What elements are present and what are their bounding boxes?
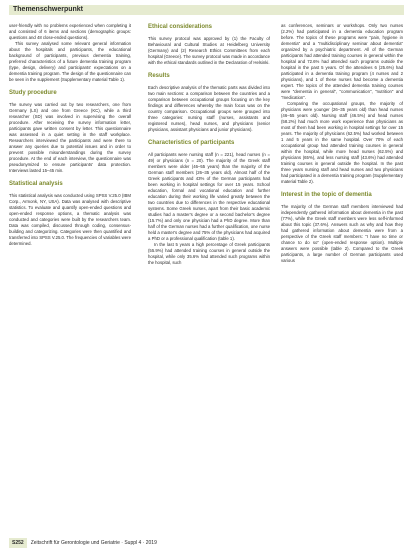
journal-name: Zeitschrift für Gerontologie und Geriatrie · Suppl 4 · 2019	[30, 540, 157, 546]
page-number: S252	[9, 538, 27, 548]
column-right	[281, 23, 403, 538]
paragraph: This statistical analysis was conducted using SPSS V.25.0 (IBM Corp., Armonk, NY, USA). Data was analysed with descriptive statistics. To evaluate and quantify open-ended questions and open-ended response options, a thematic analysis was conducted and categories were built by the researchers team. Data was compiled, discussed through coding, consensus-building and categorizing. Categories were then quantified and transferred into SPSS V.25.0. The frequencies of variables were determined.	[9, 193, 131, 246]
section-heading-interest: Interest in the topic of dementia	[281, 192, 372, 198]
paragraph: Comparing the occupational groups, the majority of physicians were younger (26–35 years old) than head nurses (46–55 years old). Nursing staff (46.5%) and head nurses (58.2%) had much more work experience than physicians as most of them had been working in hospital settings for over 15 years. The majority of physicians (62.5%) had worked between 1 and 5 years in the same hospital. Over 70% of each occupational group had attended training courses in general within the hospital, while more head nurses (62.5%) and physicians (65%), and less nursing staff (43.6%) had attended training courses in general outside the hospital. In the past three years nursing staff and head nurses and two physicians had participated in a dementia training program (Supplementary material Table 2).	[281, 101, 403, 184]
section-heading-statistics: Statistical analysis	[9, 181, 63, 187]
paragraph: This survey protocol was approved by (1) the Faculty of Behavioural and Cultural Studies at Heidelberg University (Germany) and (2) Research Ethics Committees from each hospital (Greece). The survey protocol was made in accordance with the ethical standards outlined in the Declaration of Helsinki.	[148, 36, 270, 65]
paragraph: All participants were nursing staff (n = 221), head nurses (n = 49) or physicians (n = 20). The majority of the Greek staff members were older (46–55 years) than the majority of the German staff members (26–35 years old). Almost half of the Greek participants and 43% of the German participants had been working in hospital settings for over 15 years. School education, formal and vocational education and further education during their working life varied greatly between the two countries due to differences in the respective educational systems. Some Greek nurses, apart from their basic academic studies had a master's degree or a second bachelor's degree (15.7%) and only one physician had a PhD degree. More than half of the German nurses had a further qualification, one nurse held a master's degree and 75% of the physicians had acquired a PhD or a professional qualification (table 1).	[148, 152, 270, 241]
column-middle	[148, 23, 270, 538]
paragraph: The majority of the German staff members interviewed had independently gathered information about dementia in the past (77%), while the Greek staff members were less self-informed about this topic (37.6%). Answers such as why and how they had gathered information about dementia were from a perspective of the Greek staff members: "I have no time or chance to do so" (open-ended response option). Multiple answers were possible (table 2). Compared to the Greek participants, a large number of German participants used various	[281, 204, 403, 263]
paragraph: Each descriptive analysis of the thematic parts was divided into two main sections: a comparison between the countries and a comparison between occupational groups focusing on the key findings and differences whereby the main focus was on the country comparison. Occupational groups were grouped into three categories: nursing staff (nurses, assistants and registered nurses), head nurses, and physicians (senior physicians, assistant physicians and junior physicians).	[148, 85, 270, 132]
section-heading-procedure: Study procedure	[9, 90, 57, 96]
paragraph: In the last 5 years a high percentage of Greek participants (55.9%) had attended training courses in general outside the hospital, while only 35.6% had attended such programs within the hospital, such	[148, 242, 270, 265]
section-header-title: Themenschwerpunkt	[13, 6, 84, 13]
section-heading-results: Results	[148, 73, 170, 79]
paragraph: user-friendly with no problems experienced when completing it and consisted of 6 items and sections (demographic groups: questions and 48 close-ended questions).	[9, 23, 131, 40]
section-heading-ethics: Ethical considerations	[148, 24, 213, 30]
paragraph: The survey was carried out by two researchers, one from Germany (LS) and one from Greece (KC), while a third researcher (SD) was involved in supervising the overall procedure. After receiving the survey information letter, participants gave written consent by letter. This questionnaire was assessed in a quiet setting in the staff workplace. Researchers interviewed the participants and were there to answer any queries due to potential issues and in order to prevent possible misunderstandings during the survey procedure. At the end of each interview, the questionnaire was pseudonymized to ensure participants' data protection. Interviews lasted 15–45 min.	[9, 102, 131, 173]
page-footer	[9, 538, 404, 548]
section-heading-participants: Characteristics of participants	[148, 140, 235, 146]
paragraph: as conferences, seminars or workshops. Only two nurses (2.2%) had participated in a dementia education program before. The topics of these programs were "pain, hygiene in dementia" and a "multidisciplinary seminar about dementia" organized by a psychiatric department. All of the German participants had attended training courses in general within the hospital and 72.6% had attended such programs outside the hospital in the past 5 years. Of the attendees 6 (25.6%) had participated in a dementia training program (4 nurses and 2 physicians), and 1 of these nurses had become a dementia expert. The topics of the attended dementia training courses were "dementia in general", "communication", "nutrition" and "medication".	[281, 23, 403, 100]
column-left	[9, 23, 131, 538]
paragraph: This survey analysed some relevant general information about the hospitals and participants, the educational background of participants, previous dementia training, preferred characteristics of a future dementia training program (type, design, delivery) and participants' expectations on a dementia training program. The design of the questionnaire can be seen in the supplement (Supplementary material Table 1).	[9, 41, 131, 82]
